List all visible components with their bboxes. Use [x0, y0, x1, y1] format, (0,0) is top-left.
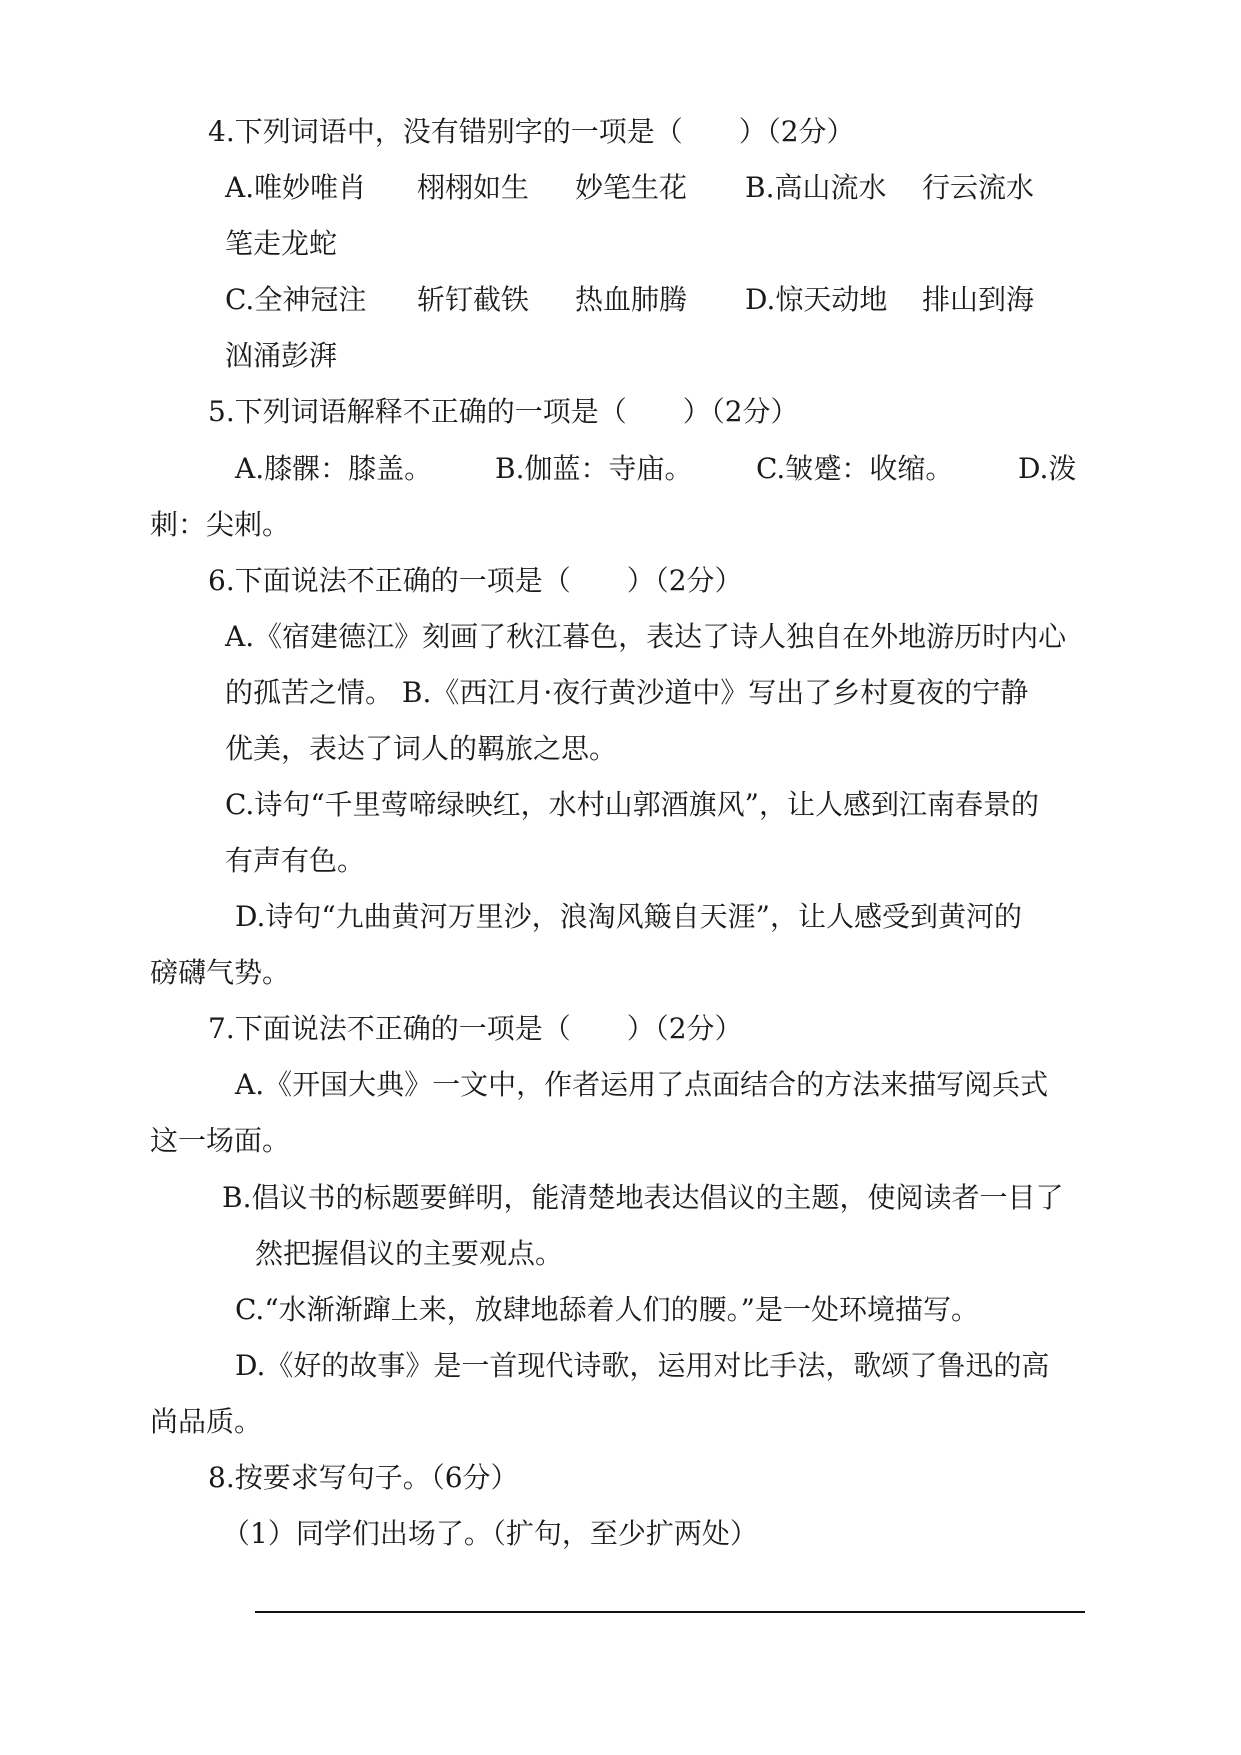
- q7-line: 尚品质。: [150, 1405, 263, 1438]
- q7-line: A.《开国大典》一文中，作者运用了点面结合的方法来描写阅兵式: [235, 1068, 1049, 1101]
- q4-option-d1: D.惊天动地: [745, 283, 888, 316]
- q4-option-a1: A.唯妙唯肖: [225, 171, 367, 204]
- q5-option-b: B.伽蓝：寺庙。: [495, 452, 693, 485]
- answer-blank-line[interactable]: [255, 1611, 1085, 1613]
- q8-sub1: （1）同学们出场了。（扩句，至少扩两处）: [222, 1517, 758, 1550]
- q4-option-d2: 排山到海: [922, 283, 1035, 316]
- q6-line: C.诗句“千里莺啼绿映红，水村山郭酒旗风”，让人感到江南春景的: [225, 788, 1039, 821]
- q5-option-d: D.泼: [1018, 452, 1077, 485]
- q5-stem: 5.下列词语解释不正确的一项是（ ）（2分）: [208, 395, 799, 428]
- q5-option-a: A.膝髁：膝盖。: [235, 452, 433, 485]
- q4-option-b3: 笔走龙蛇: [225, 227, 338, 260]
- q7-stem: 7.下面说法不正确的一项是（ ）（2分）: [208, 1012, 743, 1045]
- q6-line: A.《宿建德江》刻画了秋江暮色，表达了诗人独自在外地游历时内心: [225, 620, 1067, 653]
- q6-line: 优美，表达了词人的羁旅之思。: [225, 732, 618, 765]
- q4-stem: 4.下列词语中，没有错别字的一项是（ ）（2分）: [208, 115, 855, 148]
- q7-line: 这一场面。: [150, 1124, 291, 1157]
- q4-option-a2: 栩栩如生: [417, 171, 530, 204]
- q8-stem: 8.按要求写句子。（6分）: [208, 1461, 519, 1494]
- q4-option-c2: 斩钉截铁: [417, 283, 530, 316]
- q4-option-c3: 热血肺腾: [575, 283, 688, 316]
- q7-line: B.倡议书的标题要鲜明，能清楚地表达倡议的主题，使阅读者一目了: [222, 1181, 1064, 1214]
- q5-option-c: C.皱蹙：收缩。: [756, 452, 954, 485]
- q6-line: 磅礴气势。: [150, 956, 291, 989]
- q4-option-c1: C.全神冠注: [225, 283, 367, 316]
- q5-option-d-cont: 刺：尖刺。: [150, 508, 291, 541]
- q6-line: 有声有色。: [225, 844, 366, 877]
- q7-line: C.“水渐渐蹿上来，放肆地舔着人们的腰。”是一处环境描写。: [235, 1293, 979, 1326]
- q6-line: D.诗句“九曲黄河万里沙，浪淘风簸自天涯”，让人感受到黄河的: [235, 900, 1022, 933]
- q4-option-b1: B.高山流水: [745, 171, 887, 204]
- q6-line: 的孤苦之情。 B.《西江月·夜行黄沙道中》写出了乡村夏夜的宁静: [225, 676, 1029, 709]
- q4-option-b2: 行云流水: [922, 171, 1035, 204]
- q6-stem: 6.下面说法不正确的一项是（ ）（2分）: [208, 564, 743, 597]
- q7-line: 然把握倡议的主要观点。: [255, 1237, 564, 1270]
- q4-option-a3: 妙笔生花: [575, 171, 688, 204]
- q4-option-d3: 汹涌彭湃: [225, 339, 338, 372]
- q7-line: D.《好的故事》是一首现代诗歌，运用对比手法，歌颂了鲁迅的高: [235, 1349, 1050, 1382]
